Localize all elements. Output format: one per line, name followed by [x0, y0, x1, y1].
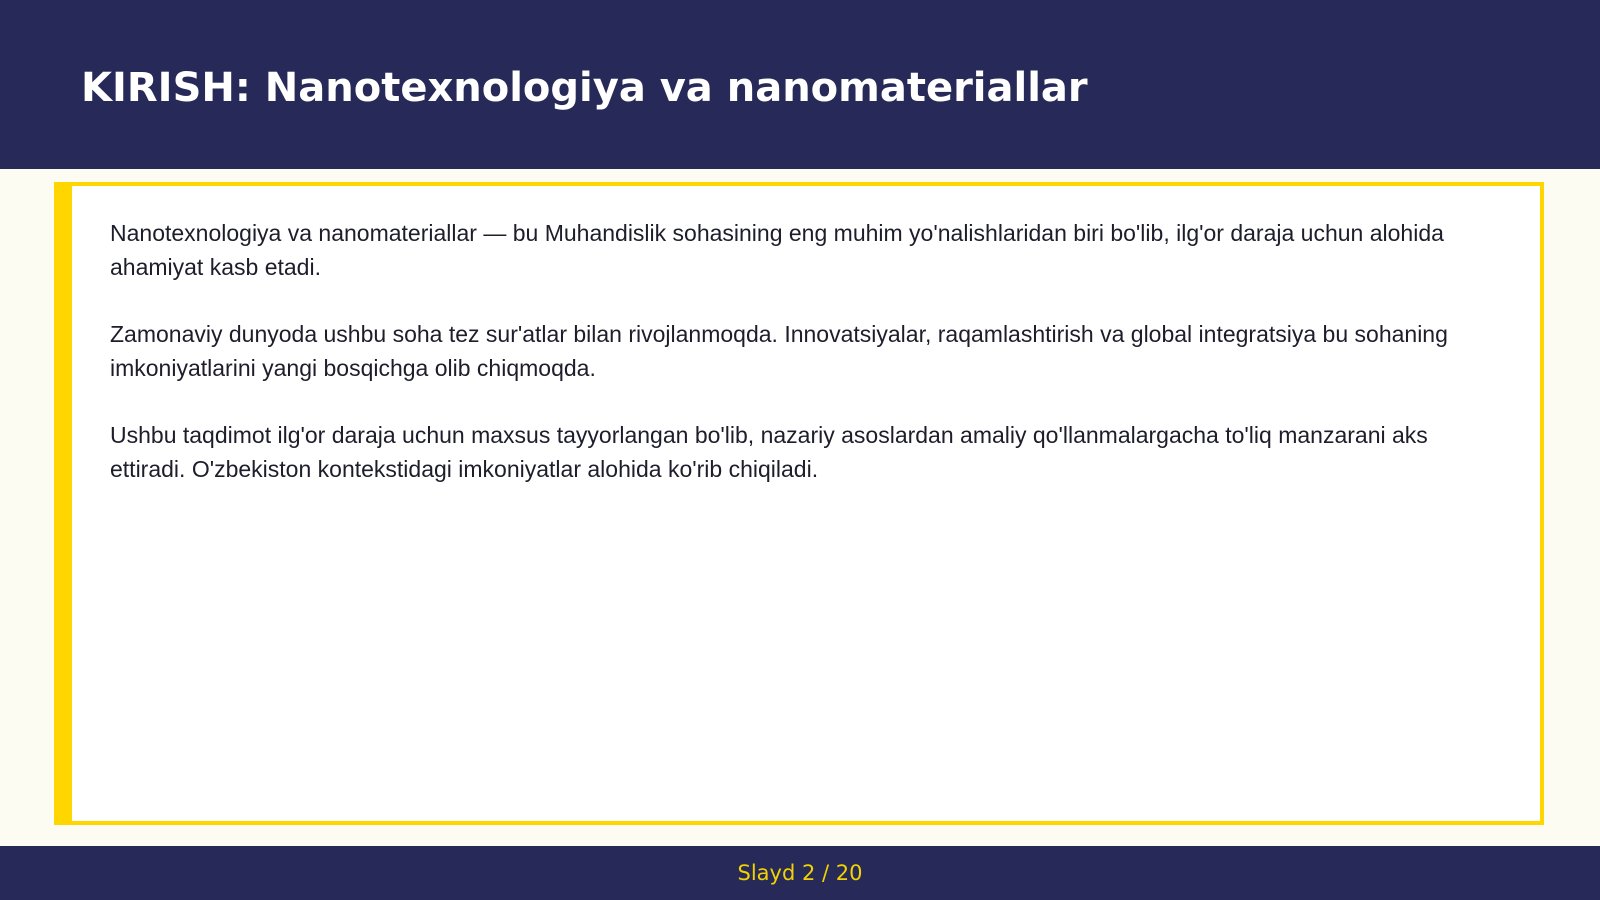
presentation-paragraph: Ushbu taqdimot ilg'or daraja uchun maxsus tayyorlangan bo'lib, nazariy asoslardan amaliy qo'llanmalargacha to'liq manzarani aks ettiradi. O'zbekiston kontekstidagi imkoniyatlar alohida ko'rib chiqiladi.	[110, 422, 1428, 482]
slide-footer	[0, 846, 1600, 900]
content-card	[54, 182, 1544, 825]
slide-header	[0, 0, 1600, 169]
content-body	[110, 216, 1490, 519]
slide-counter: Slayd 2 / 20	[737, 861, 863, 885]
intro-paragraph: Nanotexnologiya va nanomateriallar — bu Muhandislik sohasining eng muhim yo'nalishlaridan biri bo'lib, ilg'or daraja uchun alohida ahamiyat kasb etadi.	[110, 220, 1444, 280]
slide-title: KIRISH: Nanotexnologiya va nanomateriallar	[81, 65, 1088, 111]
development-paragraph: Zamonaviy dunyoda ushbu soha tez sur'atlar bilan rivojlanmoqda. Innovatsiyalar, raqamlashtirish va global integratsiya bu sohaning imkoniyatlarini yangi bosqichga olib chiqmoqda.	[110, 321, 1448, 381]
